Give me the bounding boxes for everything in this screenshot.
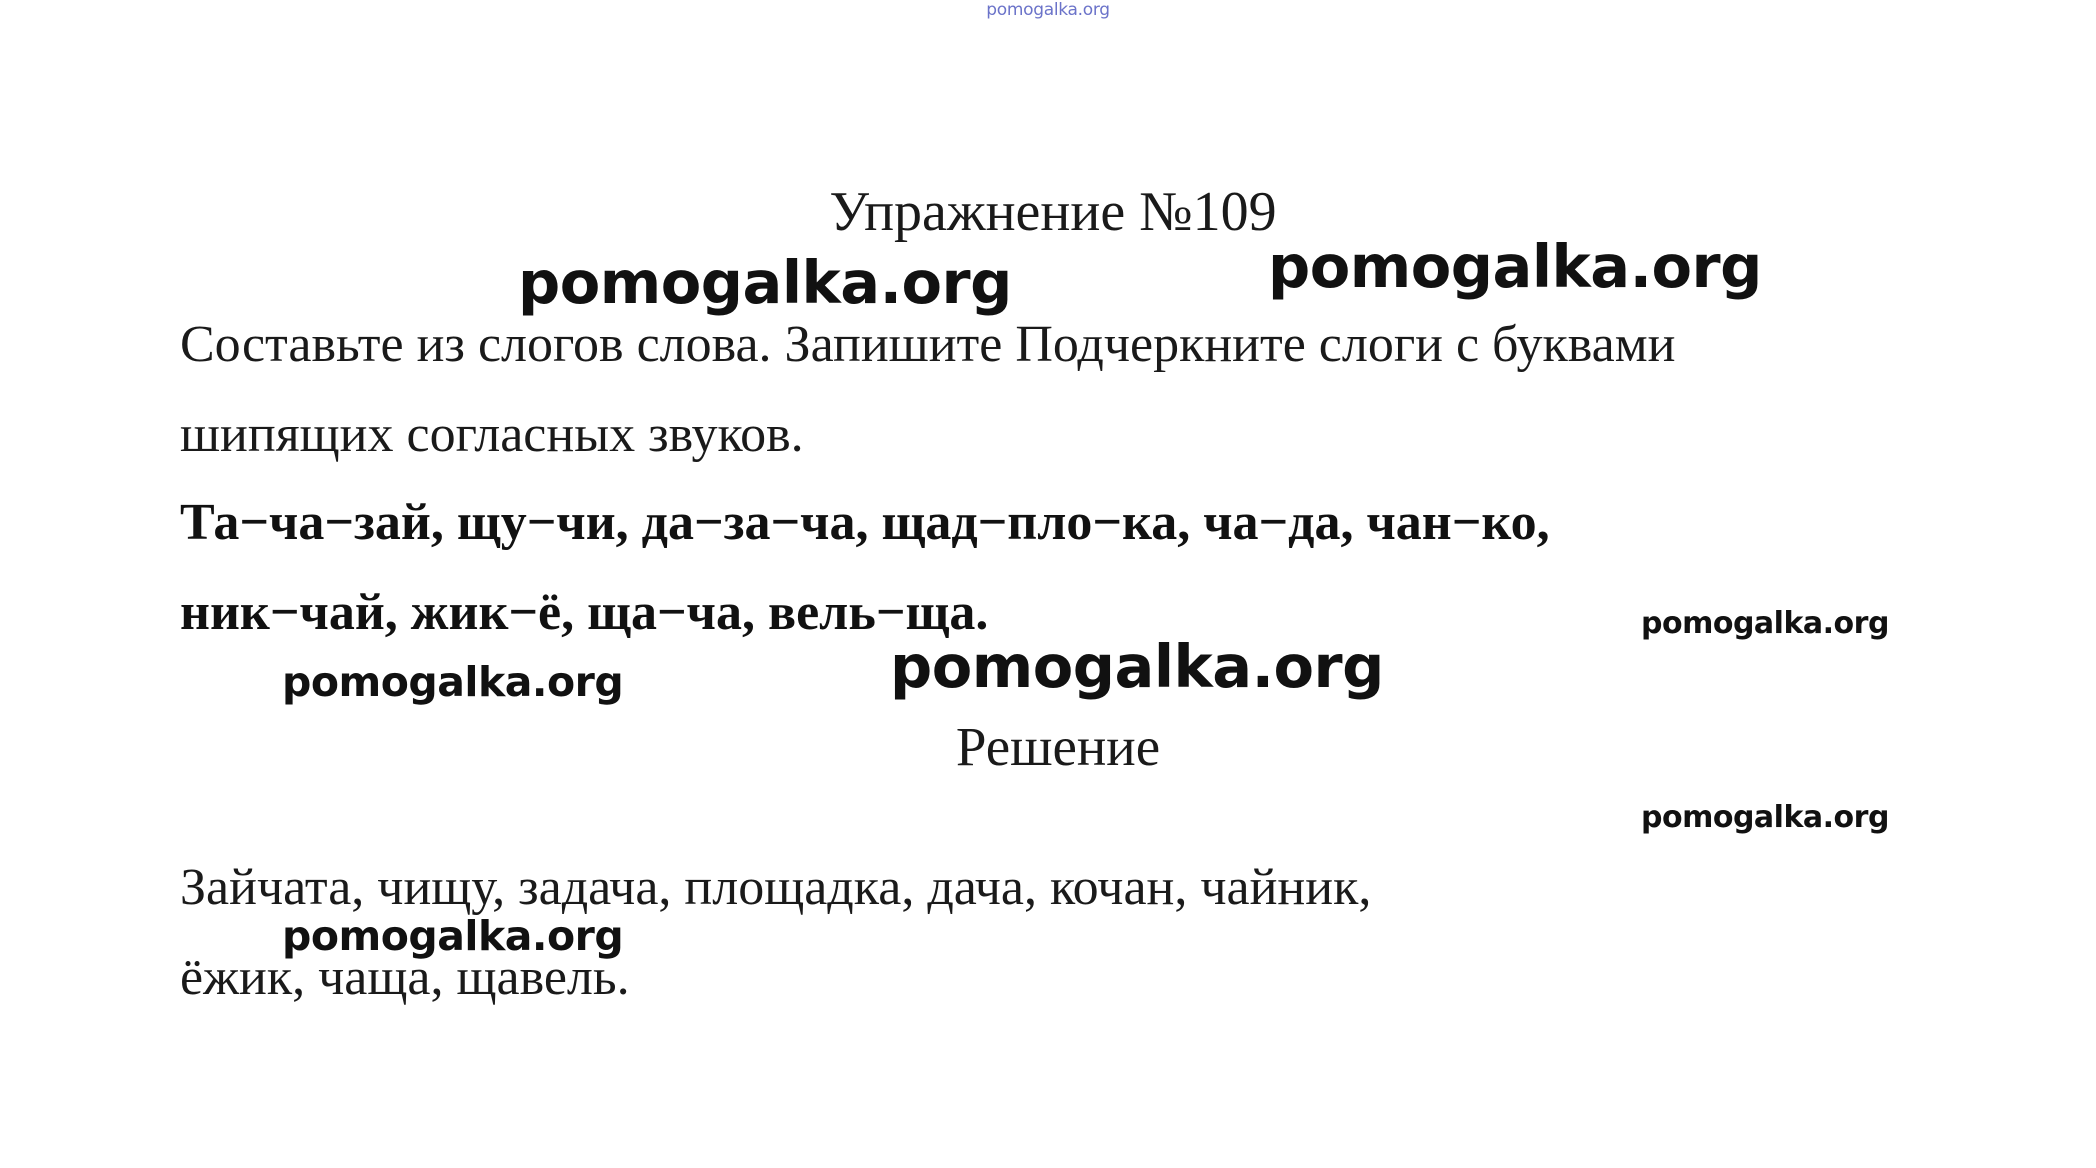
- watermark: pomogalka.org: [518, 248, 1012, 317]
- watermark: pomogalka.org: [1641, 800, 1889, 835]
- task-text-line-1: Составьте из слогов слова. Запишите Подчеркните слоги с буквами: [180, 316, 1676, 373]
- answer-line-1: Зайчата, чищу, задача, площадка, дача, кочан, чайник,: [180, 859, 1372, 916]
- watermark: pomogalka.org: [282, 912, 624, 960]
- watermark: pomogalka.org: [1641, 606, 1889, 641]
- syllables-line-2: ник−чай, жик−ё, ща−ча, вель−ща.: [180, 584, 989, 641]
- task-text-line-2: шипящих согласных звуков.: [180, 406, 804, 463]
- site-link[interactable]: pomogalka.org: [986, 0, 1110, 20]
- solution-heading: Решение: [955, 716, 1161, 777]
- watermark: pomogalka.org: [1268, 232, 1762, 301]
- watermark: pomogalka.org: [890, 632, 1384, 701]
- exercise-title: Упражнение №109: [829, 181, 1277, 243]
- answer-line-2: ёжик, чаща, щавель.: [180, 949, 630, 1006]
- syllables-line-1: Та−ча−зай, щу−чи, да−за−ча, щад−пло−ка, ча−да, чан−ко,: [180, 494, 1550, 551]
- watermark: pomogalka.org: [282, 658, 624, 706]
